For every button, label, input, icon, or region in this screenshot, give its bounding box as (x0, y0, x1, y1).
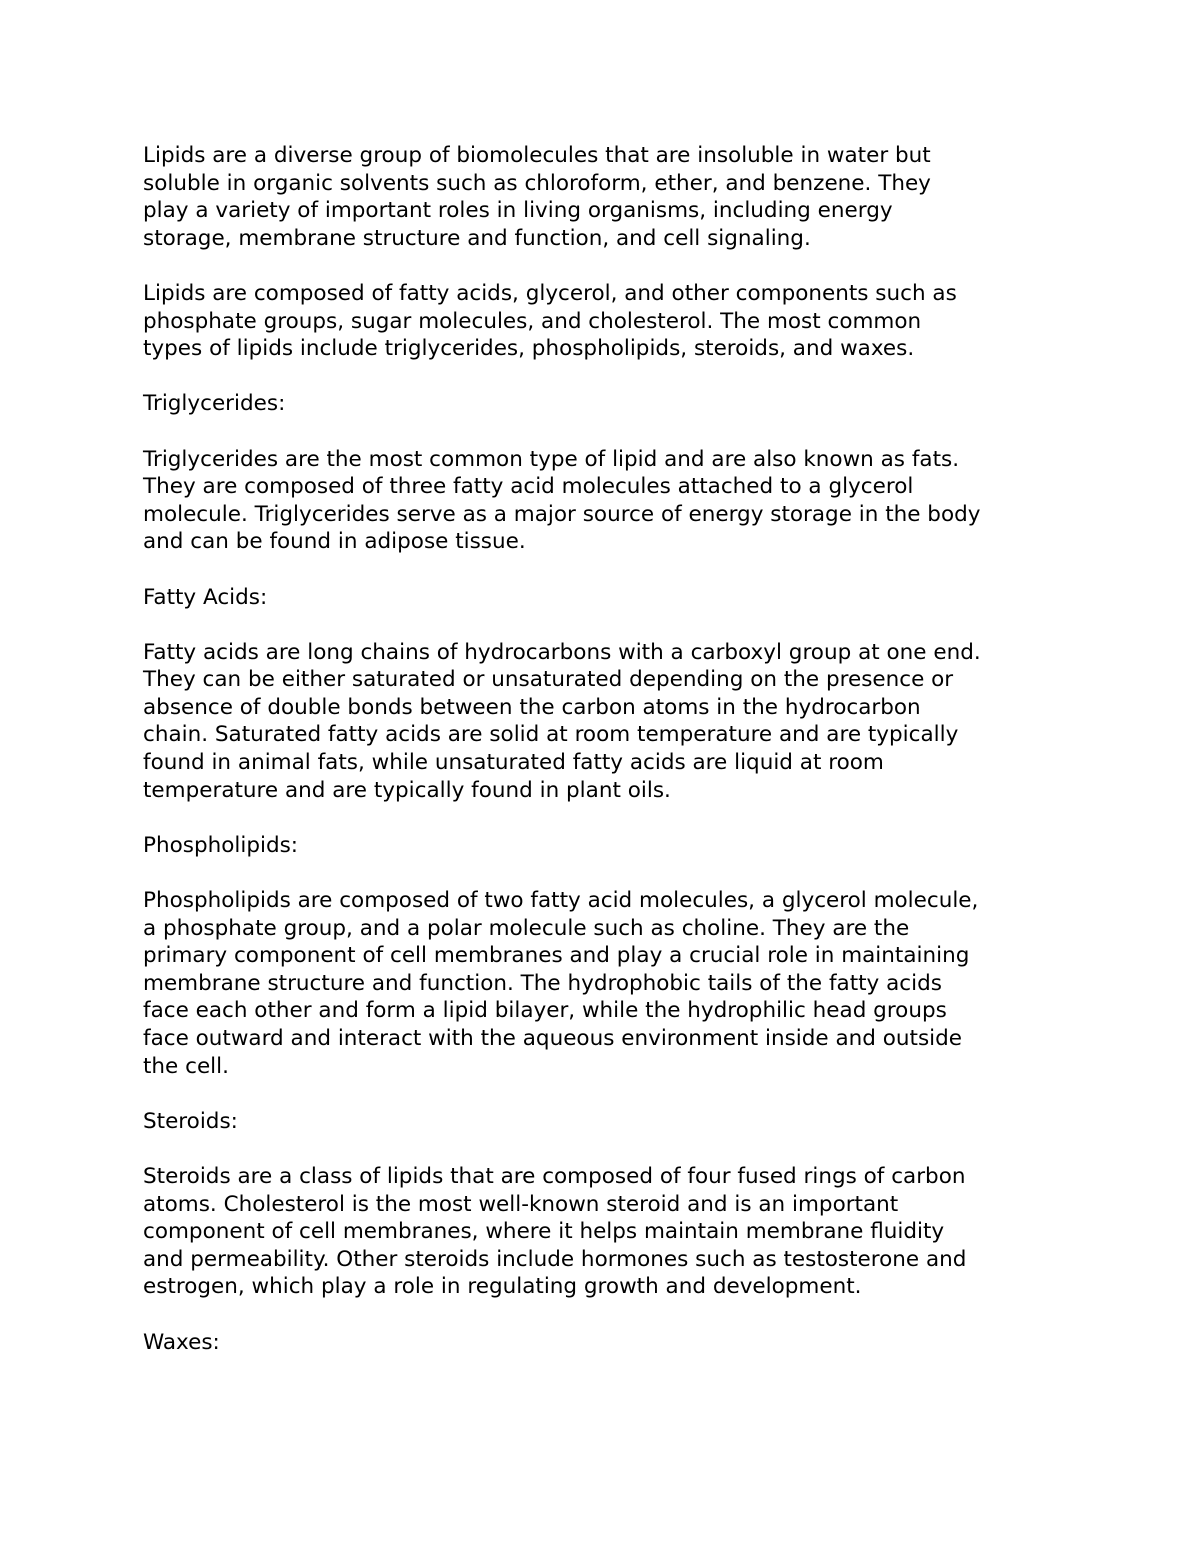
paragraph-fatty-acids: Fatty acids are long chains of hydrocarbons with a carboxyl group at one end. They can be either saturated or unsaturated depending on the presence or absence of double bonds between the carbon atoms in the hydrocarbon chain. Saturated fatty acids are solid at room temperature and are typically found in animal fats, while unsaturated fatty acids are liquid at room temperature and are typically found in plant oils. (143, 639, 981, 803)
paragraph-phospholipids: Phospholipids are composed of two fatty acid molecules, a glycerol molecule, a phosphate group, and a polar molecule such as choline. They are the primary component of cell membranes and play a crucial role in maintaining membrane structure and function. The hydrophobic tails of the fatty acids face each other and form a lipid bilayer, while the hydrophilic head groups face outward and interact with the aqueous environment inside and outside the cell. (143, 888, 979, 1079)
document-body (143, 142, 1073, 1384)
heading-fatty-acids: Fatty Acids: (143, 584, 268, 610)
heading-triglycerides: Triglycerides: (143, 391, 286, 417)
heading-phospholipids: Phospholipids: (143, 832, 299, 858)
heading-waxes: Waxes: (143, 1329, 220, 1355)
paragraph-triglycerides: Triglycerides are the most common type of lipid and are also known as fats. They are composed of three fatty acid molecules attached to a glycerol molecule. Triglycerides serve as a major source of energy storage in the body and can be found in adipose tissue. (143, 446, 981, 555)
heading-steroids: Steroids: (143, 1108, 238, 1134)
paragraph-steroids: Steroids are a class of lipids that are composed of four fused rings of carbon atoms. Cholesterol is the most well-known steroid and is an important component of cell membranes, where it helps maintain membrane fluidity and permeability. Other steroids include hormones such as testosterone and estrogen, which play a role in regulating growth and development. (143, 1163, 967, 1300)
paragraph-lipids-intro: Lipids are a diverse group of biomolecules that are insoluble in water but soluble in organic solvents such as chloroform, ether, and benzene. They play a variety of important roles in living organisms, including energy storage, membrane structure and function, and cell signaling. (143, 143, 931, 251)
paragraph-lipids-composition: Lipids are composed of fatty acids, glycerol, and other components such as phosphate groups, sugar molecules, and cholesterol. The most common types of lipids include triglycerides, phospholipids, steroids, and waxes. (143, 280, 957, 362)
